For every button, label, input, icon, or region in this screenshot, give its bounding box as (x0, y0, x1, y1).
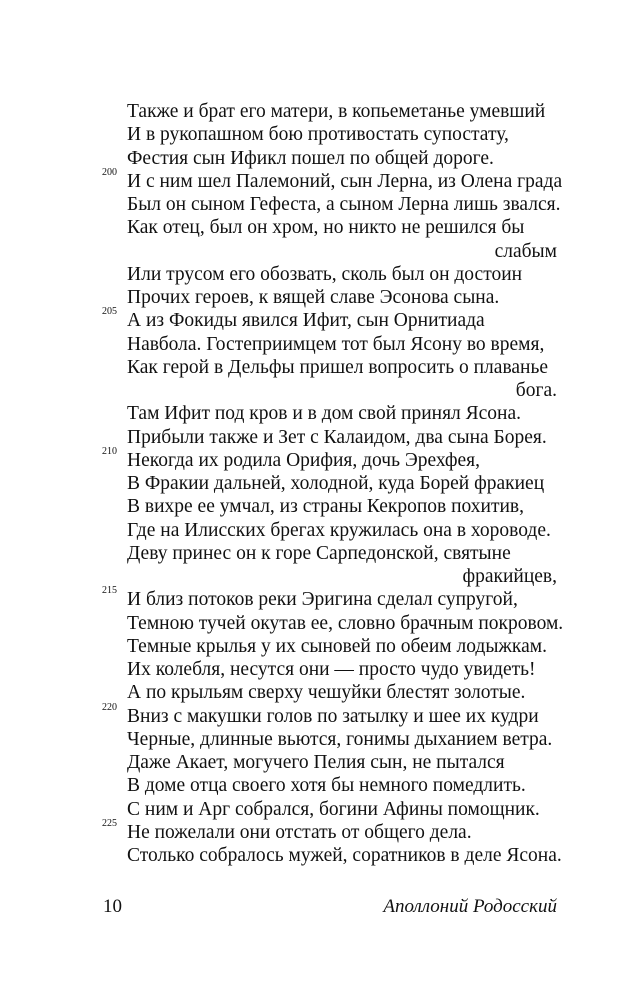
verse-text: Деву принес он к горе Сарпедонской, святыне (127, 542, 511, 564)
verse-line (0, 445, 632, 472)
verse-line-continuation (0, 240, 632, 263)
verse-text: И близ потоков реки Эригина сделал супругой, (127, 589, 518, 611)
verse-line (0, 519, 632, 542)
verse-text: В вихре ее умчал, из страны Кекропов похитив, (127, 496, 525, 518)
verse-text: Не пожелали они отстать от общего дела. (127, 821, 472, 843)
verse-line (0, 263, 632, 286)
verse-line (0, 542, 632, 565)
line-number: 200 (102, 166, 117, 178)
verse-text: Прочих героев, к вящей славе Эсонова сына. (127, 287, 500, 308)
verse-line (0, 356, 632, 379)
verse-line (0, 635, 632, 658)
verse-line (0, 472, 632, 495)
verse-line (0, 681, 632, 704)
verse-line (0, 333, 632, 356)
verse-line (0, 216, 632, 239)
verse-text: Где на Илисских брегах кружилась она в хороводе. (127, 519, 551, 541)
verse-text: Вниз с макушки голов по затылку и шее их кудри (127, 705, 539, 727)
verse-text: Черные, длинные вьются, гонимы дыханием ветра. (127, 728, 553, 750)
verse-text: Как отец, был он хром, но никто не решился бы (127, 217, 525, 239)
verse-line (0, 286, 632, 309)
verse-line (0, 817, 632, 844)
verse-line (0, 658, 632, 681)
verse-text: И в рукопашном бою противостать супостату, (127, 124, 509, 146)
verse-line (0, 402, 632, 425)
line-number: 215 (102, 585, 117, 597)
verse-line (0, 585, 632, 611)
verse-line (0, 100, 632, 123)
verse-line (0, 193, 632, 216)
verse-line-continuation (0, 379, 632, 402)
verse-line (0, 166, 632, 193)
verse-text: фракийцев, (462, 566, 557, 587)
verse-text: Там Ифит под кров и в дом свой принял Ясона. (127, 403, 522, 425)
verse-line (0, 147, 632, 170)
verse-text: Темные крылья у их сыновей по обеим лодыжкам. (127, 635, 547, 657)
verse-text: слабым (494, 240, 557, 262)
verse-text: В Фракии дальней, холодной, куда Борей фракиец (127, 473, 545, 494)
verse-line (0, 798, 632, 821)
verse-text: Столько собралось мужей, соратников в деле Ясона. (127, 845, 562, 866)
verse-line (0, 844, 632, 867)
verse-text: Прибыли также и Зет с Калаидом, два сына Борея. (127, 426, 547, 448)
verse-text: Темною тучей окутав ее, словно брачным покровом. (127, 612, 564, 634)
running-footer-author: Аполлоний Родосский (383, 896, 557, 917)
verse-text: Некогда их родила Орифия, дочь Эрехфея, (127, 449, 481, 471)
poem-text (0, 100, 632, 867)
line-number: 225 (102, 817, 117, 829)
verse-line (0, 123, 632, 146)
verse-text: И с ним шел Палемоний, сын Лерна, из Олена града (127, 170, 563, 192)
verse-line (0, 612, 632, 635)
verse-text: А по крыльям сверху чешуйки блестят золотые. (127, 682, 526, 704)
verse-text: Как герой в Дельфы пришел вопросить о плаванье (127, 356, 549, 378)
verse-text: Даже Акает, могучего Пелия сын, не пытался (127, 752, 505, 773)
verse-line (0, 751, 632, 774)
verse-line (0, 306, 632, 332)
page-number: 10 (103, 896, 122, 917)
verse-line (0, 774, 632, 797)
verse-text: Также и брат его матери, в копьеметанье умевший (127, 101, 546, 122)
line-number: 220 (102, 701, 117, 713)
verse-text: Навбола. Гостеприимцем тот был Ясону во время, (127, 333, 545, 355)
verse-line-continuation (0, 565, 632, 588)
verse-line (0, 701, 632, 728)
verse-text: Их колебля, несутся они — просто чудо увидеть! (127, 659, 536, 680)
page-footer (0, 895, 632, 919)
line-number: 205 (102, 306, 117, 318)
verse-text: Фестия сын Ификл пошел по общей дороге. (127, 147, 494, 169)
verse-text: В доме отца своего хотя бы немного помедлить. (127, 775, 526, 797)
verse-line (0, 728, 632, 751)
line-number: 210 (102, 445, 117, 457)
verse-text: А из Фокиды явился Ифит, сын Орнитиада (127, 310, 485, 332)
verse-line (0, 495, 632, 518)
verse-line (0, 426, 632, 449)
verse-text: Был он сыном Гефеста, а сыном Лерна лишь звался. (127, 194, 561, 215)
verse-text: бога. (515, 380, 557, 401)
verse-text: С ним и Арг собрался, богини Афины помощник. (127, 798, 540, 820)
verse-text: Или трусом его обозвать, сколь был он достоин (127, 263, 523, 285)
